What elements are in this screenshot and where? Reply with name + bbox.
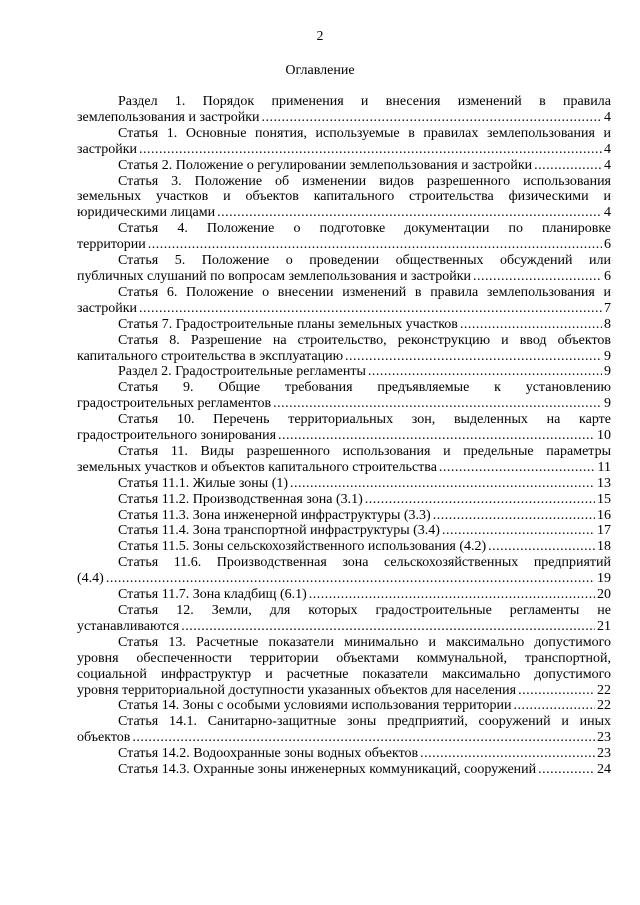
toc-page-number: 9 xyxy=(604,348,611,364)
toc-entry-last-line xyxy=(77,523,611,539)
toc-entry[interactable] xyxy=(77,635,611,699)
toc-entry-text: Статья 14.3. Охранные зоны инженерных коммуникаций, сооружений xyxy=(118,762,537,778)
toc-entry-text: застройки xyxy=(77,141,138,157)
toc-entry-text: Статья 7. Градостроительные планы земельных участков xyxy=(118,316,458,332)
dot-leader xyxy=(139,301,602,317)
dot-leader xyxy=(262,110,602,126)
toc-title: Оглавление xyxy=(285,63,355,78)
dot-leader xyxy=(420,746,595,762)
toc-entry-text: Статья 11.5. Зоны сельскохозяйственного использования (4.2) xyxy=(118,539,487,555)
toc-entry-text: устанавливаются xyxy=(77,618,180,634)
dot-leader xyxy=(538,762,595,778)
toc-entry-text: уровня территориальной доступности указанных объектов для населения xyxy=(77,682,517,698)
toc-entry-text: градостроительных регламентов xyxy=(77,396,272,412)
toc-entry-text: публичных слушаний по вопросам землепользования и застройки xyxy=(77,268,471,284)
toc-entry[interactable] xyxy=(77,126,611,158)
dot-leader xyxy=(368,364,602,380)
toc-entry-last-line xyxy=(77,683,611,699)
toc-page-number: 15 xyxy=(597,491,611,507)
toc-entry-last-line xyxy=(77,762,611,778)
toc-page-number: 18 xyxy=(597,539,611,555)
toc-page-number: 22 xyxy=(597,682,611,698)
table-of-contents xyxy=(77,94,611,778)
toc-entry-last-line xyxy=(77,158,611,174)
toc-page-number: 9 xyxy=(604,396,611,412)
toc-entry[interactable] xyxy=(77,603,611,635)
dot-leader xyxy=(106,571,595,587)
toc-entry-text: Статья 14.2. Водоохранные зоны водных объектов xyxy=(118,746,419,762)
toc-entry-line: Статья 3. Положение об изменении видов разрешенного использования xyxy=(118,173,611,189)
toc-entry-last-line xyxy=(77,396,611,412)
toc-entry-text: Статья 11.2. Производственная зона (3.1) xyxy=(118,491,363,507)
toc-entry[interactable] xyxy=(77,412,611,444)
toc-entry-text: Статья 11.3. Зона инженерной инфраструктуры (3.3) xyxy=(118,507,431,523)
toc-page-number: 4 xyxy=(604,109,611,125)
toc-entry[interactable] xyxy=(77,523,611,539)
toc-entry[interactable] xyxy=(77,174,611,222)
toc-page-number: 19 xyxy=(597,571,611,587)
dot-leader xyxy=(433,508,595,524)
dot-leader xyxy=(278,428,595,444)
toc-entry-line: земельных участков и объектов капитального строительства физическими и xyxy=(77,189,611,205)
toc-page-number: 21 xyxy=(597,618,611,634)
toc-entry-last-line xyxy=(77,571,611,587)
toc-entry-text: Раздел 2. Градостроительные регламенты xyxy=(118,364,366,380)
toc-entry-last-line xyxy=(77,301,611,317)
toc-entry[interactable] xyxy=(77,253,611,285)
toc-entry-line: Статья 5. Положение о проведении общественных обсуждений или xyxy=(118,253,611,269)
toc-entry-text: территории xyxy=(77,237,146,253)
toc-entry-text: объектов xyxy=(77,730,131,746)
toc-entry[interactable] xyxy=(77,158,611,174)
toc-entry-text: застройки xyxy=(77,300,138,316)
dot-leader xyxy=(132,730,595,746)
toc-entry-last-line xyxy=(77,428,611,444)
toc-page-number: 4 xyxy=(604,157,611,173)
toc-entry-text: земельных участков и объектов капитального строительства xyxy=(77,459,437,475)
toc-entry[interactable] xyxy=(77,698,611,714)
toc-entry-line: Статья 4. Положение о подготовке документации по планировке xyxy=(118,221,611,237)
toc-entry-last-line xyxy=(77,317,611,333)
toc-entry-last-line xyxy=(77,237,611,253)
toc-entry-line: Статья 11. Виды разрешенного использования и предельные параметры xyxy=(118,443,611,459)
toc-entry-last-line xyxy=(77,142,611,158)
dot-leader xyxy=(290,476,595,492)
toc-entry-line: Статья 14.1. Санитарно-защитные зоны предприятий, сооружений и иных xyxy=(118,714,611,730)
dot-leader xyxy=(365,492,595,508)
dot-leader xyxy=(181,619,595,635)
toc-page-number: 17 xyxy=(597,523,611,539)
toc-entry-last-line xyxy=(77,730,611,746)
dot-leader xyxy=(139,142,602,158)
toc-entry[interactable] xyxy=(77,221,611,253)
toc-entry-text: градостроительного зонирования xyxy=(77,428,277,444)
toc-page-number: 6 xyxy=(604,237,611,253)
toc-page-number: 24 xyxy=(597,762,611,778)
page-number: 2 xyxy=(316,28,324,43)
toc-entry-last-line xyxy=(77,619,611,635)
dot-leader xyxy=(518,683,595,699)
toc-entry[interactable] xyxy=(77,587,611,603)
toc-entry-text: Статья 11.7. Зона кладбищ (6.1) xyxy=(118,587,307,603)
toc-entry-line: социальной инфраструктур и расчетные показатели максимально допустимого xyxy=(77,666,611,682)
toc-entry-text: Статья 14. Зоны с особыми условиями использования территории xyxy=(118,698,512,714)
toc-entry-last-line xyxy=(77,746,611,762)
toc-entry-last-line xyxy=(77,539,611,555)
dot-leader xyxy=(273,396,602,412)
dot-leader xyxy=(488,539,595,555)
toc-entry-line: Статья 8. Разрешение на строительство, реконструкцию и ввод объектов xyxy=(118,332,611,348)
toc-entry-line: Статья 9. Общие требования предъявляемые к установлению xyxy=(118,380,611,396)
toc-entry[interactable] xyxy=(77,94,611,126)
toc-page-number: 13 xyxy=(597,475,611,491)
toc-entry-last-line xyxy=(77,460,611,476)
toc-entry-last-line xyxy=(77,349,611,365)
toc-entry-last-line xyxy=(77,269,611,285)
toc-entry-last-line xyxy=(77,698,611,714)
toc-entry-text: Статья 2. Положение о регулировании землепользования и застройки xyxy=(118,157,533,173)
toc-entry-text: юридическими лицами xyxy=(77,205,216,221)
toc-entry-last-line xyxy=(77,508,611,524)
toc-entry[interactable] xyxy=(77,508,611,524)
dot-leader xyxy=(217,205,602,221)
dot-leader xyxy=(460,317,602,333)
toc-entry-last-line xyxy=(77,587,611,603)
toc-entry-last-line xyxy=(77,205,611,221)
toc-page-number: 6 xyxy=(604,268,611,284)
toc-entry[interactable] xyxy=(77,714,611,746)
toc-entry[interactable] xyxy=(77,285,611,317)
toc-entry-line: уровня обеспеченности территории объектами коммунальной, транспортной, xyxy=(77,650,611,666)
toc-entry-line: Статья 1. Основные понятия, используемые в правилах землепользования и xyxy=(118,125,611,141)
toc-entry-line: Статья 13. Расчетные показатели минимально и максимально допустимого xyxy=(118,634,611,650)
toc-page-number: 11 xyxy=(597,459,611,475)
dot-leader xyxy=(345,349,602,365)
toc-page-number: 4 xyxy=(604,205,611,221)
toc-page-number: 23 xyxy=(597,730,611,746)
toc-page-number: 7 xyxy=(604,300,611,316)
toc-entry-line: Статья 12. Земли, для которых градостроительные регламенты не xyxy=(118,603,611,618)
toc-page-number: 8 xyxy=(604,316,611,332)
toc-entry-last-line xyxy=(77,476,611,492)
toc-page-number: 4 xyxy=(604,141,611,157)
toc-entry[interactable] xyxy=(77,333,611,365)
toc-entry[interactable] xyxy=(77,317,611,333)
toc-page-number: 16 xyxy=(597,507,611,523)
toc-entry[interactable] xyxy=(77,380,611,412)
dot-leader xyxy=(439,460,596,476)
toc-page-number: 22 xyxy=(597,698,611,714)
toc-entry[interactable] xyxy=(77,444,611,476)
toc-entry[interactable] xyxy=(77,492,611,508)
toc-entry-last-line xyxy=(77,110,611,126)
toc-entry[interactable] xyxy=(77,746,611,762)
toc-entry[interactable] xyxy=(77,476,611,492)
toc-entry-line: Статья 10. Перечень территориальных зон, выделенных на карте xyxy=(118,412,611,428)
toc-page-number: 10 xyxy=(597,428,611,444)
toc-entry[interactable] xyxy=(77,364,611,380)
toc-entry[interactable] xyxy=(77,762,611,778)
toc-page-number: 20 xyxy=(597,587,611,603)
toc-entry-last-line xyxy=(77,364,611,380)
toc-page-number: 9 xyxy=(604,364,611,380)
toc-entry-line: Статья 6. Положение о внесении изменений в правила землепользования и xyxy=(118,284,611,300)
toc-entry-line: Раздел 1. Порядок применения и внесения изменений в правила xyxy=(118,94,611,109)
toc-entry-text: капитального строительства в эксплуатацию xyxy=(77,348,344,364)
dot-leader xyxy=(534,158,602,174)
toc-entry-text: Статья 11.1. Жилые зоны (1) xyxy=(118,475,289,491)
dot-leader xyxy=(309,587,595,603)
dot-leader xyxy=(148,237,602,253)
toc-page-number: 23 xyxy=(597,746,611,762)
toc-entry-line: Статья 11.6. Производственная зона сельскохозяйственных предприятий xyxy=(118,555,611,571)
dot-leader xyxy=(514,698,595,714)
toc-entry-text: землепользования и застройки xyxy=(77,109,260,125)
toc-entry-last-line xyxy=(77,492,611,508)
dot-leader xyxy=(442,523,595,539)
dot-leader xyxy=(473,269,602,285)
toc-entry[interactable] xyxy=(77,539,611,555)
toc-entry-text: (4.4) xyxy=(77,571,104,587)
toc-entry[interactable] xyxy=(77,555,611,587)
toc-entry-text: Статья 11.4. Зона транспортной инфраструктуры (3.4) xyxy=(118,523,440,539)
